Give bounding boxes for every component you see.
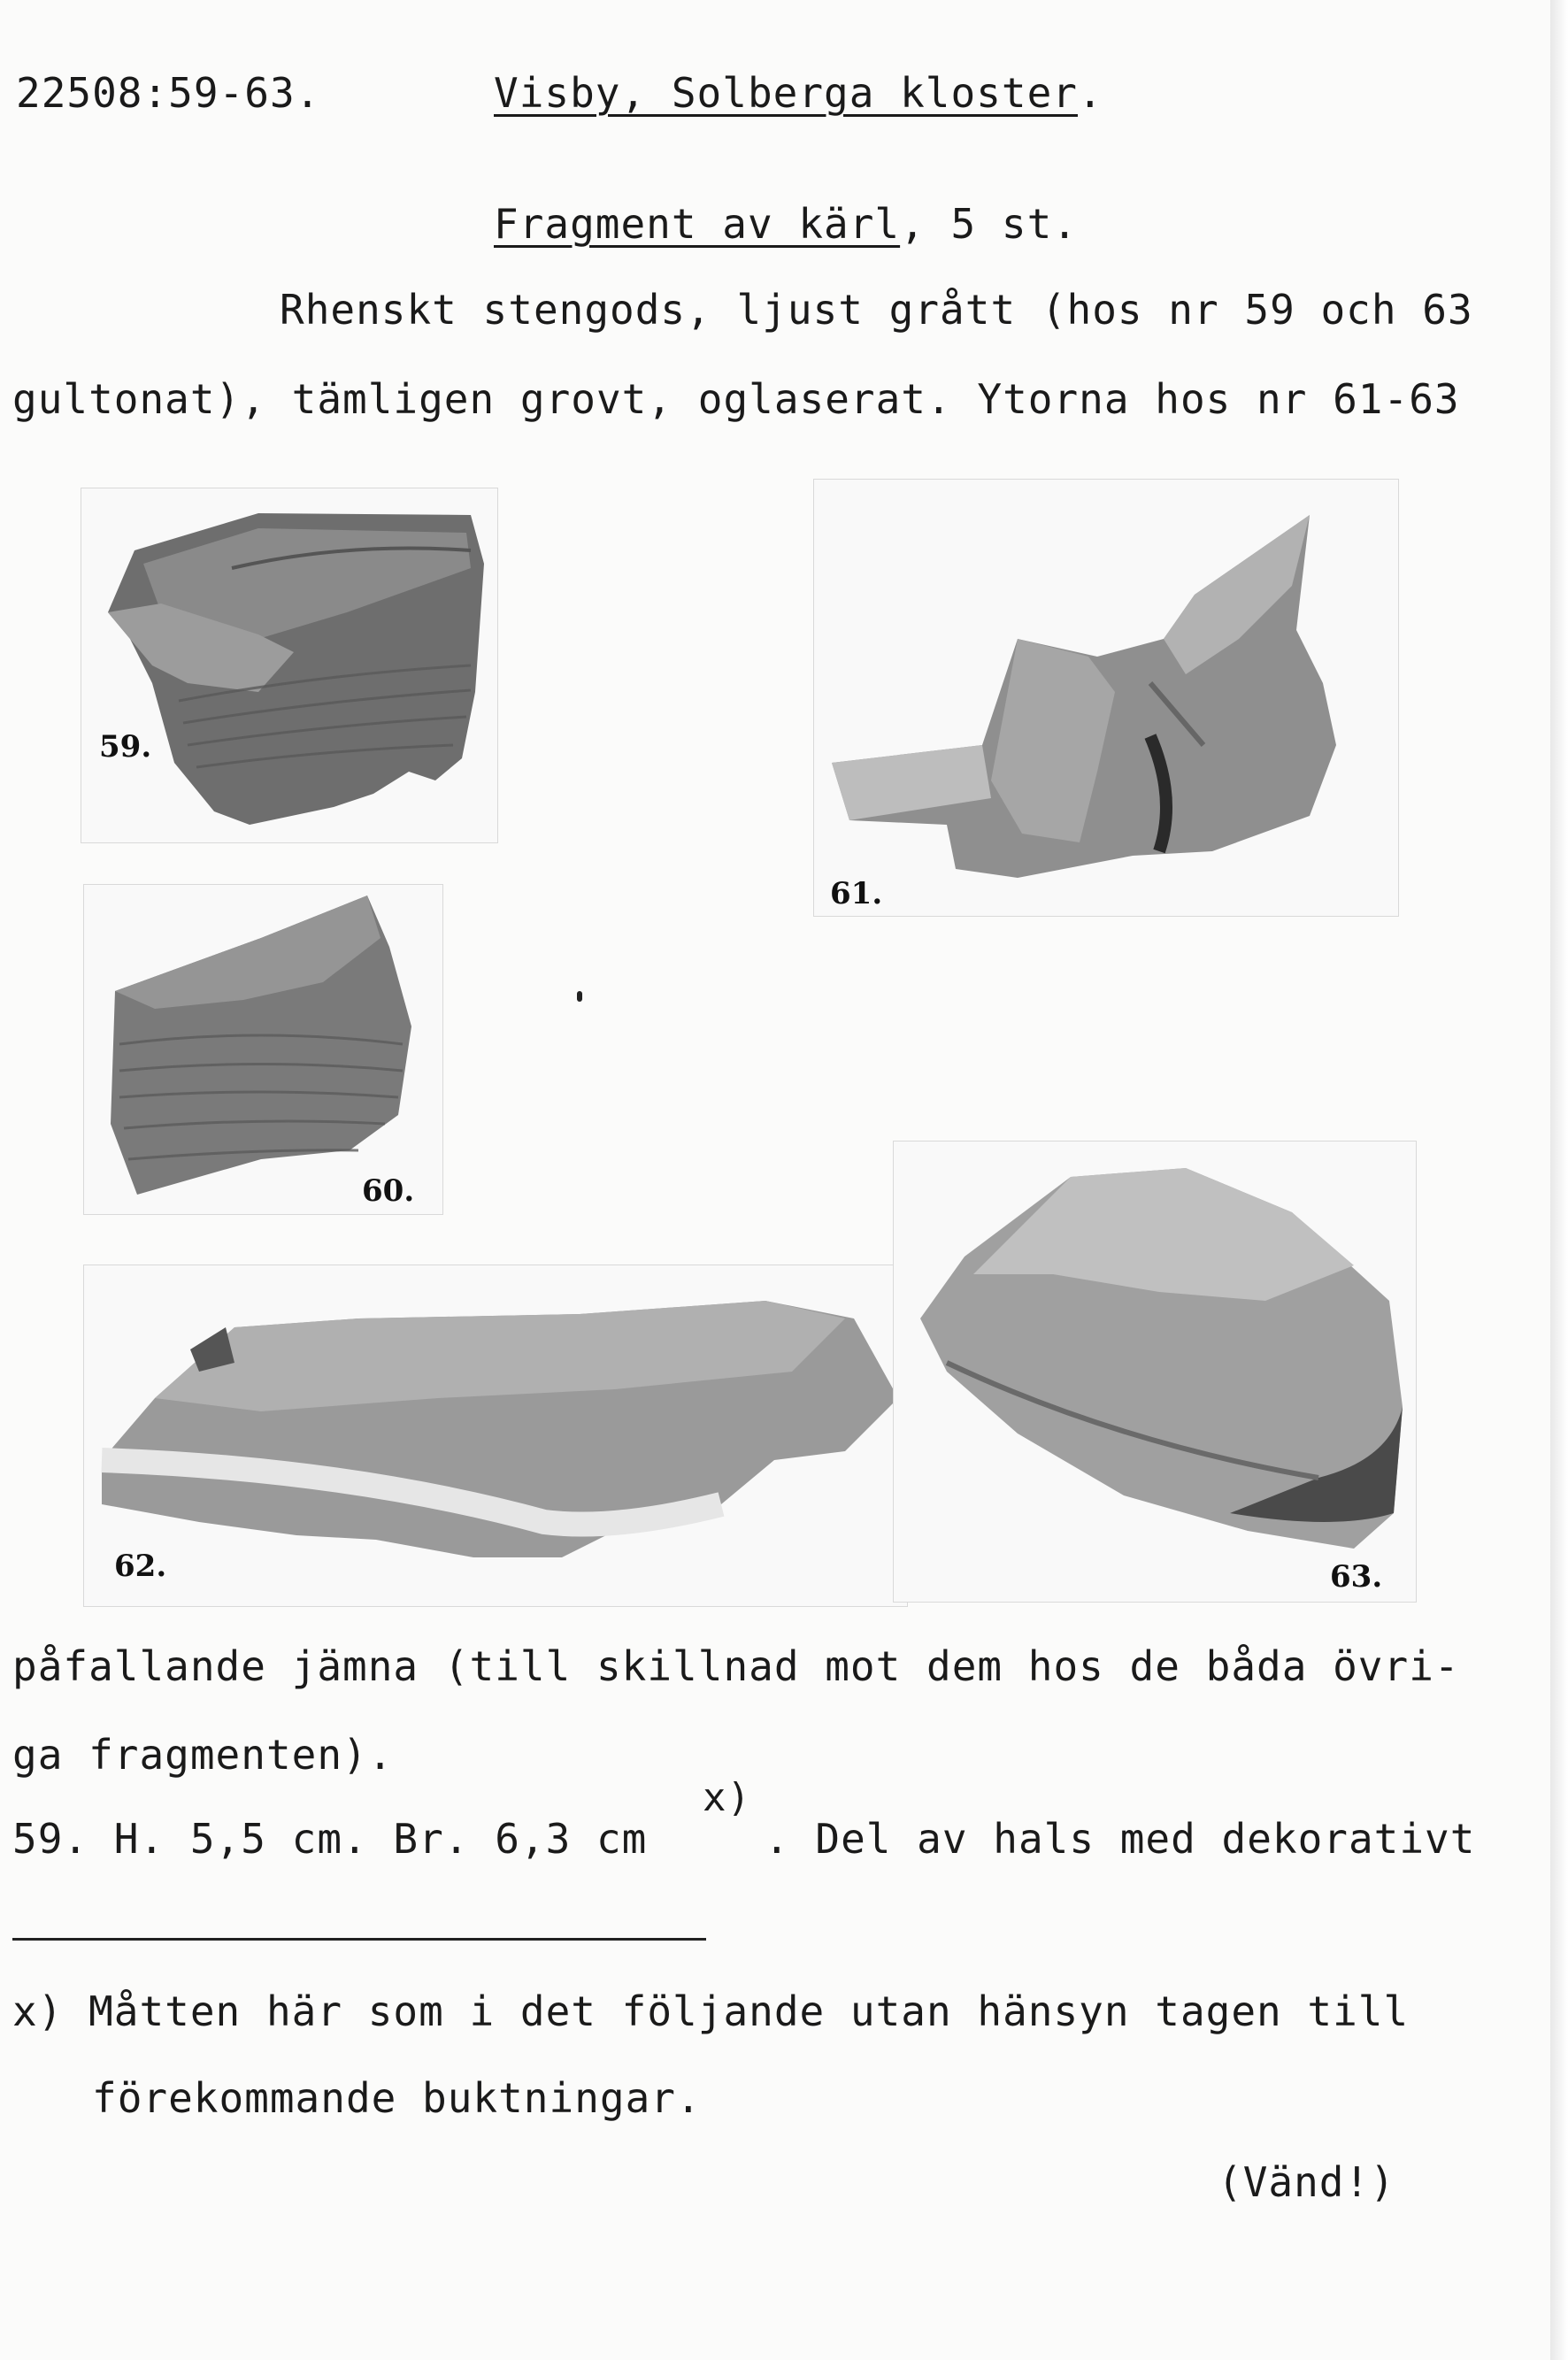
fragment-60-image bbox=[84, 885, 442, 1214]
object-title: Fragment av kärl bbox=[494, 200, 901, 248]
description-line-2: gultonat), tämligen grovt, oglaserat. Ytorna hos nr 61-63 bbox=[12, 375, 1460, 423]
photo-label-61: 61. bbox=[830, 876, 883, 911]
stray-ink-mark bbox=[577, 991, 582, 1002]
location-text: Visby, Solberga kloster bbox=[494, 69, 1078, 117]
catalog-number: 22508:59-63. bbox=[16, 69, 321, 117]
photo-label-62: 62. bbox=[114, 1549, 167, 1584]
footnote-line-1: x) Måtten här som i det följande utan hänsyn tagen till bbox=[12, 1987, 1410, 2035]
fragment-61-image bbox=[814, 480, 1398, 916]
description-line-1: Rhenskt stengods, ljust grått (hos nr 59 och 63 bbox=[280, 286, 1473, 334]
fragment-62-image bbox=[84, 1265, 907, 1606]
object-count: , 5 st. bbox=[900, 200, 1078, 248]
location-suffix: . bbox=[1077, 69, 1103, 117]
fragment-59-image bbox=[81, 488, 497, 842]
photo-label-63: 63. bbox=[1330, 1559, 1383, 1595]
fragment-63-image bbox=[894, 1142, 1416, 1602]
turn-over-note: (Vänd!) bbox=[1218, 2158, 1395, 2206]
measure-line-end: . Del av hals med dekorativt bbox=[765, 1815, 1476, 1863]
location-heading bbox=[494, 69, 1103, 117]
measure-line-start: 59. H. 5,5 cm. Br. 6,3 cm bbox=[12, 1815, 648, 1863]
footnote-rule bbox=[12, 1938, 706, 1941]
photo-label-59: 59. bbox=[99, 729, 152, 765]
photo-fragment-63 bbox=[894, 1142, 1416, 1602]
description-line-3: påfallande jämna (till skillnad mot dem hos de båda övri- bbox=[12, 1642, 1460, 1690]
footnote-marker: x) bbox=[703, 1775, 751, 1820]
object-title-line bbox=[494, 200, 1078, 248]
photo-fragment-60 bbox=[84, 885, 442, 1214]
footnote-line-2: förekommande buktningar. bbox=[92, 2074, 702, 2122]
photo-fragment-62 bbox=[84, 1265, 907, 1606]
photo-fragment-61 bbox=[814, 480, 1398, 916]
card-edge bbox=[1550, 0, 1568, 2360]
photo-fragment-59 bbox=[81, 488, 497, 842]
description-line-4: ga fragmenten). bbox=[12, 1731, 394, 1779]
photo-label-60: 60. bbox=[362, 1173, 415, 1209]
